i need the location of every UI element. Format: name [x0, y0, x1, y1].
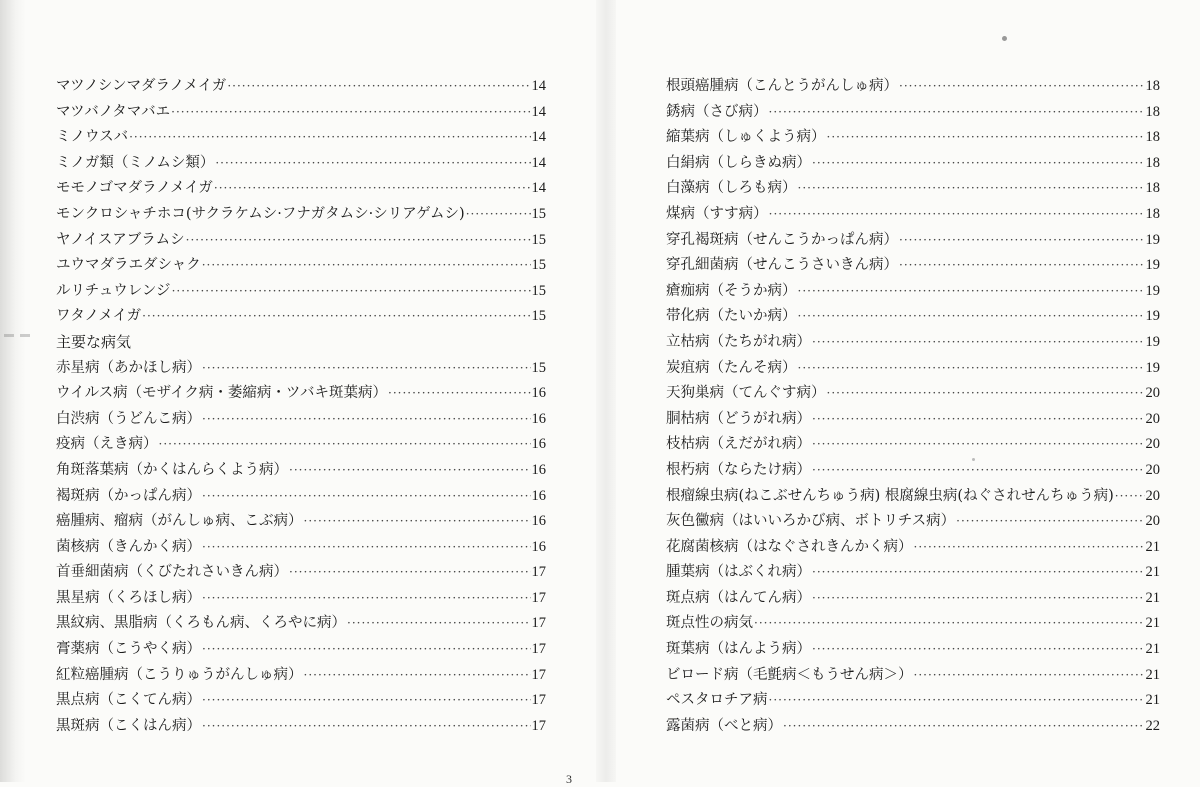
disease-entries [56, 356, 546, 740]
toc-entry [666, 714, 1160, 740]
entry-title: ウイルス病（モザイク病・萎縮病・ツバキ斑葉病） [56, 385, 388, 402]
entry-title: 疫病（えき病） [56, 436, 158, 453]
dot-leader [214, 176, 531, 202]
toc-entry [666, 304, 1160, 330]
dot-leader [388, 381, 530, 407]
dot-leader [202, 714, 531, 740]
entry-title: 立枯病（たちがれ病） [666, 333, 811, 350]
entry-title: 穿孔褐斑病（せんこうかっぱん病） [666, 231, 898, 248]
entry-page-number: 19 [1145, 282, 1160, 299]
dot-leader [202, 484, 531, 510]
dot-leader [304, 663, 531, 689]
toc-entry [56, 125, 546, 151]
entry-page-number: 15 [531, 308, 546, 325]
toc-entry [56, 356, 546, 382]
entry-title: ビロード病（毛氈病＜もうせん病＞） [666, 666, 913, 683]
toc-entry [666, 202, 1160, 228]
entry-title: 黒星病（くろほし病） [56, 589, 201, 606]
entry-page-number: 14 [531, 154, 546, 171]
dot-leader [129, 125, 530, 151]
disease-entries-continued [666, 74, 1160, 739]
dot-leader [347, 611, 531, 637]
dot-leader [899, 74, 1145, 100]
entry-page-number: 17 [531, 692, 546, 709]
dot-leader [1115, 484, 1145, 510]
entry-title: 帯化病（たいか病） [666, 308, 797, 325]
entry-page-number: 16 [531, 487, 546, 504]
dot-leader [172, 279, 531, 305]
dot-leader [798, 279, 1145, 305]
entry-title: ミノガ類（ミノムシ類） [56, 154, 215, 171]
dot-leader [812, 151, 1145, 177]
toc-entry [666, 535, 1160, 561]
entry-page-number: 21 [1145, 564, 1160, 581]
entry-title: ルリチュウレンジ [56, 282, 171, 299]
entry-page-number: 20 [1145, 461, 1160, 478]
dot-leader [202, 586, 531, 612]
toc-entry [56, 458, 546, 484]
entry-title: 首垂細菌病（くびたれさいきん病） [56, 564, 288, 581]
entry-title: ユウマダラエダシャク [56, 257, 201, 274]
entry-title: ヤノイスアブラムシ [56, 231, 185, 248]
entry-page-number: 14 [531, 78, 546, 94]
entry-title: モンクロシャチホコ(サクラケムシ·フナガタムシ·シリアゲムシ) [56, 205, 465, 222]
entry-title: ワタノメイガ [56, 308, 142, 325]
entry-page-number: 20 [1145, 385, 1160, 402]
toc-entry [56, 688, 546, 714]
toc-entry [56, 151, 546, 177]
toc-entry [56, 304, 546, 330]
toc-entry [56, 484, 546, 510]
dot-leader [812, 637, 1145, 663]
entry-title: 銹病（さび病） [666, 103, 768, 120]
section-marker [4, 330, 34, 342]
toc-entry [56, 560, 546, 586]
toc-entry [666, 407, 1160, 433]
dot-leader [812, 586, 1145, 612]
dot-leader [227, 74, 530, 100]
toc-entry [56, 407, 546, 433]
toc-entry [56, 74, 546, 100]
toc-entry [56, 176, 546, 202]
dot-leader [812, 407, 1145, 433]
entry-title: 斑点性の病気 [666, 615, 753, 632]
entry-title: 斑点病（はんてん病） [666, 589, 811, 606]
entry-title: 縮葉病（しゅくよう病） [666, 129, 826, 146]
entry-page-number: 15 [531, 205, 546, 222]
entry-title: 黒紋病、黒脂病（くろもん病、くろやに病） [56, 615, 346, 632]
dot-leader [202, 356, 531, 382]
entry-page-number: 14 [531, 103, 546, 120]
entry-page-number: 15 [531, 359, 546, 376]
dot-leader [798, 356, 1145, 382]
entry-title: 膏薬病（こうやく病） [56, 641, 201, 658]
toc-entry [666, 560, 1160, 586]
entry-title: 炭疽病（たんそ病） [666, 359, 797, 376]
dot-leader [215, 151, 530, 177]
dot-leader [914, 663, 1145, 689]
entry-title: 露菌病（べと病） [666, 717, 782, 734]
entry-title: 黒斑病（こくはん病） [56, 717, 201, 734]
toc-entry [56, 535, 546, 561]
entry-page-number: 20 [1145, 487, 1160, 504]
entry-title: 白絹病（しらきぬ病） [666, 154, 811, 171]
entry-title: 腫葉病（はぶくれ病） [666, 564, 811, 581]
dot-leader [899, 253, 1145, 279]
entry-page-number: 16 [531, 461, 546, 478]
toc-entry [56, 432, 546, 458]
entry-title: 褐斑病（かっぱん病） [56, 487, 201, 504]
entry-page-number: 19 [1145, 308, 1160, 325]
toc-entry [56, 509, 546, 535]
dot-leader [769, 688, 1145, 714]
dot-leader [783, 714, 1145, 740]
toc-right-column [666, 74, 1160, 739]
toc-entry [56, 714, 546, 740]
entry-page-number: 17 [531, 717, 546, 734]
dot-leader [827, 125, 1145, 151]
toc-entry [56, 253, 546, 279]
dot-leader [798, 304, 1145, 330]
toc-entry [56, 381, 546, 407]
section-heading: 主要な病気 [56, 332, 132, 351]
dot-leader [812, 330, 1145, 356]
toc-entry [666, 381, 1160, 407]
entry-title: 根頭癌腫病（こんとうがんしゅ病） [666, 78, 898, 94]
toc-entry [666, 637, 1160, 663]
dot-leader [812, 560, 1145, 586]
entry-page-number: 16 [531, 436, 546, 453]
entry-title: 紅粒癌腫病（こうりゅうがんしゅ病） [56, 666, 303, 683]
page-edge-shadow [0, 0, 26, 782]
entry-page-number: 20 [1145, 436, 1160, 453]
entry-page-number: 21 [1145, 666, 1160, 683]
entry-page-number: 16 [531, 410, 546, 427]
entry-title: 瘡痂病（そうか病） [666, 282, 797, 299]
entry-page-number: 18 [1145, 205, 1160, 222]
toc-entry [56, 637, 546, 663]
entry-page-number: 16 [531, 385, 546, 402]
toc-entry [666, 330, 1160, 356]
entry-title: 白藻病（しろも病） [666, 180, 797, 197]
dot-leader [289, 560, 531, 586]
entry-title: 根朽病（ならたけ病） [666, 461, 811, 478]
pest-entries [56, 74, 546, 330]
entry-page-number: 18 [1145, 129, 1160, 146]
entry-title: 黒点病（こくてん病） [56, 692, 201, 709]
dot-leader [202, 688, 531, 714]
entry-title: 胴枯病（どうがれ病） [666, 410, 811, 427]
entry-page-number: 17 [531, 666, 546, 683]
entry-title: 菌核病（きんかく病） [56, 538, 201, 555]
entry-title: ミノウスバ [56, 129, 129, 146]
toc-entry [56, 279, 546, 305]
entry-page-number: 15 [531, 282, 546, 299]
entry-title: 白渋病（うどんこ病） [56, 410, 201, 427]
dot-leader [798, 176, 1145, 202]
dot-leader [754, 611, 1145, 637]
entry-page-number: 21 [1145, 589, 1160, 606]
entry-page-number: 19 [1145, 333, 1160, 350]
dot-leader [827, 381, 1145, 407]
entry-title: モモノゴマダラノメイガ [56, 180, 213, 197]
toc-entry [56, 202, 546, 228]
dot-leader [769, 100, 1145, 126]
entry-title: 斑葉病（はんよう病） [666, 641, 811, 658]
dot-leader [202, 407, 531, 433]
dot-leader [812, 432, 1145, 458]
toc-entry [666, 484, 1160, 510]
dot-leader [202, 253, 531, 279]
entry-page-number: 17 [531, 589, 546, 606]
dot-leader [304, 509, 531, 535]
entry-title: 赤星病（あかほし病） [56, 359, 201, 376]
toc-left-column [56, 74, 546, 739]
entry-page-number: 19 [1145, 257, 1160, 274]
toc-entry [666, 432, 1160, 458]
entry-title: 癌腫病、瘤病（がんしゅ病、こぶ病） [56, 513, 303, 530]
dot-leader [202, 535, 531, 561]
entry-page-number: 18 [1145, 154, 1160, 171]
toc-entry [666, 663, 1160, 689]
toc-entry [666, 356, 1160, 382]
toc-entry [666, 151, 1160, 177]
toc-entry [666, 611, 1160, 637]
entry-title: 枝枯病（えだがれ病） [666, 436, 811, 453]
dot-leader [812, 458, 1145, 484]
toc-entry [666, 458, 1160, 484]
entry-page-number: 16 [531, 513, 546, 530]
toc-entry [666, 586, 1160, 612]
toc-entry [56, 100, 546, 126]
entry-title: 花腐菌核病（はなぐされきんかく病） [666, 538, 913, 555]
dot-leader [956, 509, 1144, 535]
entry-page-number: 19 [1145, 231, 1160, 248]
toc-entry [666, 253, 1160, 279]
entry-page-number: 21 [1145, 615, 1160, 632]
toc-entry [56, 611, 546, 637]
dot-leader [159, 432, 531, 458]
dot-leader [769, 202, 1145, 228]
toc-entry [666, 176, 1160, 202]
dot-leader [202, 637, 531, 663]
toc-entry [666, 228, 1160, 254]
paper-speck [1002, 36, 1007, 41]
entry-page-number: 17 [531, 564, 546, 581]
entry-title: 煤病（すす病） [666, 205, 768, 222]
entry-page-number: 15 [531, 231, 546, 248]
toc-entry [666, 74, 1160, 100]
entry-title: 根瘤線虫病(ねこぶせんちゅう病) 根腐線虫病(ねぐされせんちゅう病) [666, 487, 1114, 504]
entry-page-number: 18 [1145, 78, 1160, 94]
entry-title: マツノシンマダラノメイガ [56, 78, 227, 94]
entry-page-number: 20 [1145, 410, 1160, 427]
dot-leader [171, 100, 530, 126]
toc-entry [56, 663, 546, 689]
entry-page-number: 19 [1145, 359, 1160, 376]
entry-title: 天狗巣病（てんぐす病） [666, 385, 826, 402]
dot-leader [914, 535, 1145, 561]
dot-leader [899, 228, 1145, 254]
toc-entry [666, 688, 1160, 714]
entry-page-number: 22 [1145, 717, 1160, 734]
entry-title: ペスタロチア病 [666, 692, 768, 709]
entry-page-number: 17 [531, 641, 546, 658]
entry-page-number: 21 [1145, 692, 1160, 709]
entry-page-number: 15 [531, 257, 546, 274]
toc-entry [666, 125, 1160, 151]
entry-title: 灰色黴病（はいいろかび病、ボトリチス病） [666, 513, 956, 530]
entry-page-number: 21 [1145, 538, 1160, 555]
toc-entry [666, 279, 1160, 305]
page-number: 3 [566, 772, 572, 786]
entry-page-number: 14 [531, 129, 546, 146]
toc-entry [666, 509, 1160, 535]
entry-page-number: 18 [1145, 180, 1160, 197]
toc-entry [56, 228, 546, 254]
entry-page-number: 14 [531, 180, 546, 197]
dot-leader [142, 304, 530, 330]
entry-page-number: 17 [531, 615, 546, 632]
entry-title: マツバノタマバエ [56, 103, 171, 120]
entry-page-number: 16 [531, 538, 546, 555]
entry-page-number: 21 [1145, 641, 1160, 658]
entry-title: 角斑落葉病（かくはんらくよう病） [56, 461, 288, 478]
dot-leader [186, 228, 531, 254]
entry-page-number: 20 [1145, 513, 1160, 530]
book-gutter [596, 0, 616, 782]
toc-entry [56, 586, 546, 612]
toc-entry [666, 100, 1160, 126]
dot-leader [289, 458, 531, 484]
dot-leader [466, 202, 531, 228]
entry-page-number: 18 [1145, 103, 1160, 120]
entry-title: 穿孔細菌病（せんこうさいきん病） [666, 257, 898, 274]
